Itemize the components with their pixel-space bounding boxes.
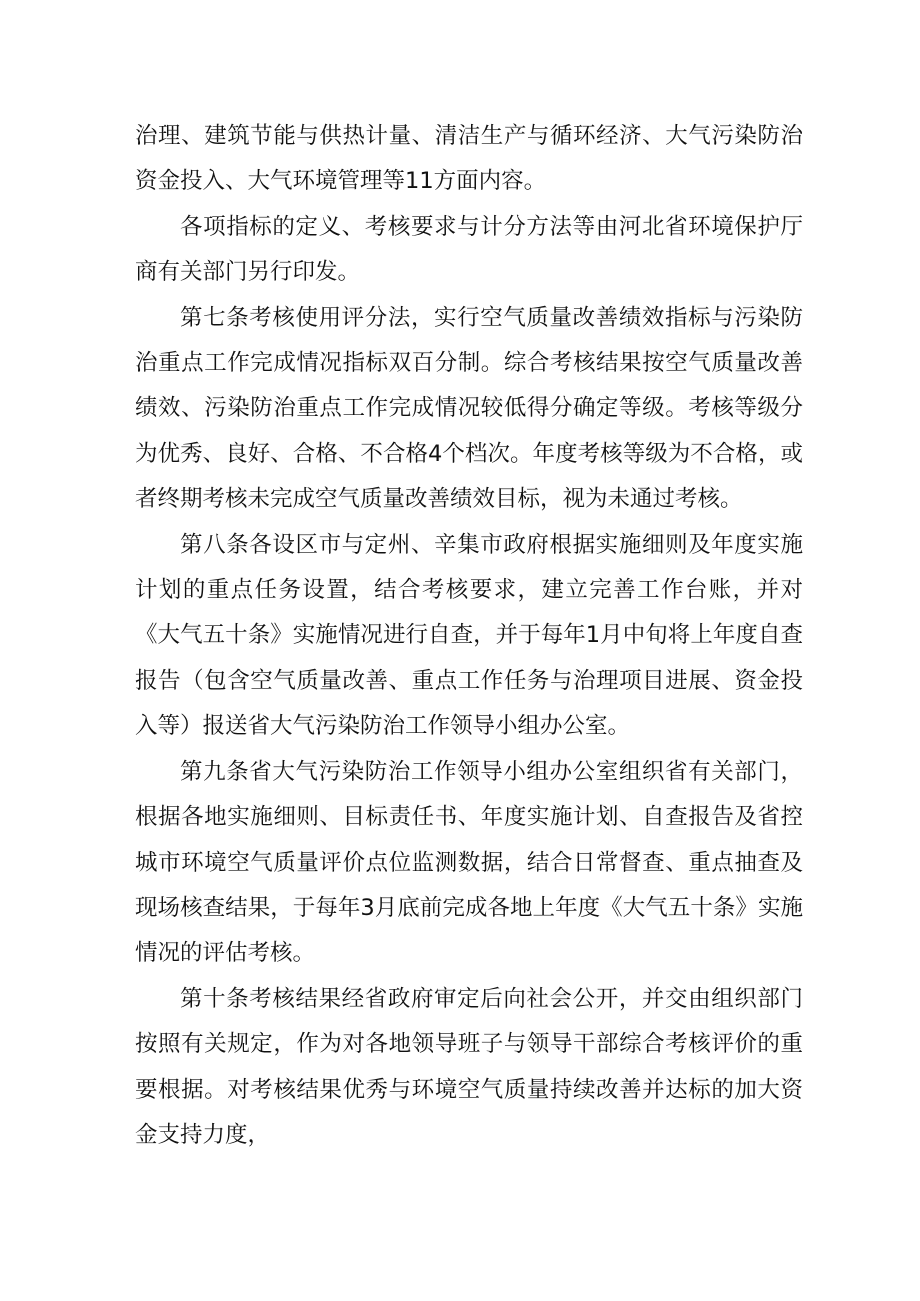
paragraph-article-7: 第七条考核使用评分法，实行空气质量改善绩效指标与污染防治重点工作完成情况指标双百分制。综合考核结果按空气质量改善绩效、污染防治重点工作完成情况较低得分确定等级。考核等级分为优秀、良好、合格、不合格4个档次。年度考核等级为不合格，或者终期考核未完成空气质量改善绩效目标，视为未通过考核。 [135, 304, 803, 513]
paragraph-article-8: 第八条各设区市与定州、辛集市政府根据实施细则及年度实施计划的重点任务设置，结合考核要求，建立完善工作台账，并对《大气五十条》实施情况进行自查，并于每年1月中旬将上年度自查报告（包含空气质量改善、重点工作任务与治理项目进展、资金投入等）报送省大气污染防治工作领导小组办公室。 [135, 531, 803, 740]
paragraph-article-10: 第十条考核结果经省政府审定后向社会公开，并交由组织部门按照有关规定，作为对各地领导班子与领导干部综合考核评价的重要根据。对考核结果优秀与环境空气质量持续改善并达标的加大资金支持力度， [135, 985, 803, 1148]
document-body [135, 114, 803, 1158]
paragraph-continuation: 治理、建筑节能与供热计量、清洁生产与循环经济、大气污染防治资金投入、大气环境管理等11方面内容。 [135, 123, 803, 195]
paragraph-indicator-definitions: 各项指标的定义、考核要求与计分方法等由河北省环境保护厅商有关部门另行印发。 [135, 213, 803, 286]
paragraph-article-9: 第九条省大气污染防治工作领导小组办公室组织省有关部门，根据各地实施细则、目标责任书、年度实施计划、自查报告及省控城市环境空气质量评价点位监测数据，结合日常督查、重点抽查及现场核查结果，于每年3月底前完成各地上年度《大气五十条》实施情况的评估考核。 [135, 758, 803, 967]
